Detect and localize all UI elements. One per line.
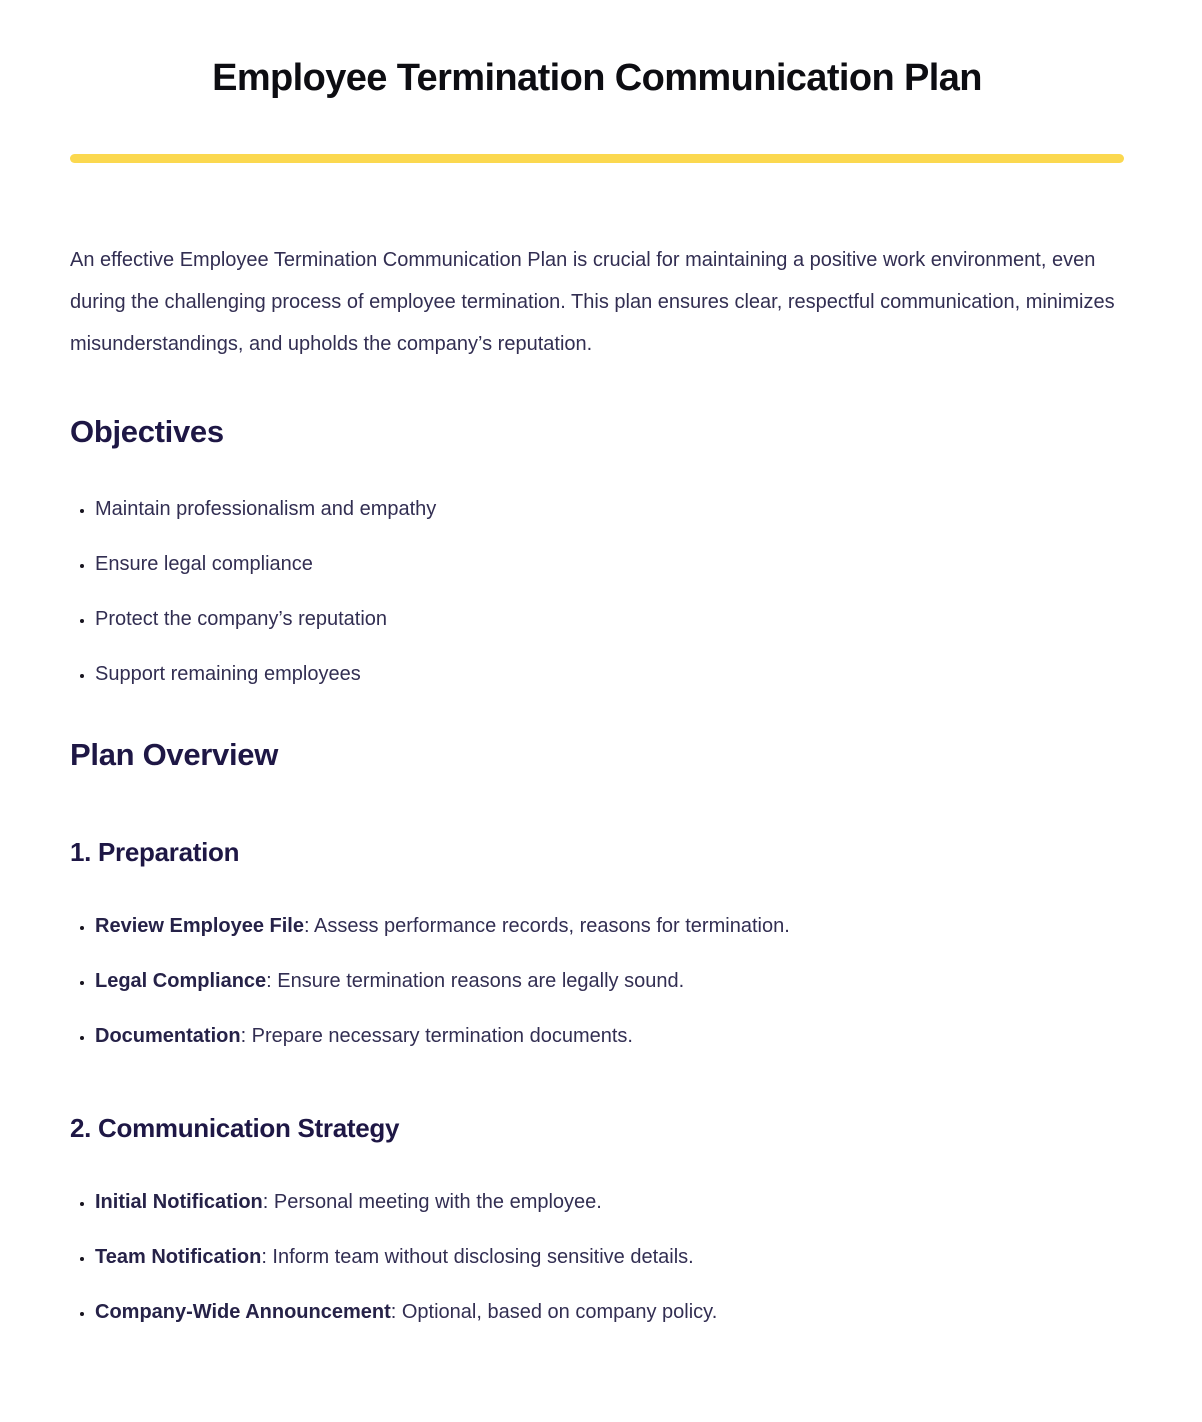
list-item: • Ensure legal compliance [95,550,1124,578]
list-item-lead: Team Notification [95,1246,262,1268]
intro-paragraph: An effective Employee Termination Communication Plan is crucial for maintaining a positive work environment, even during the challenging process of employee termination. This plan ensures clear, respectful communication, minimizes misunderstandings, and upholds the company’s reputation. [70,249,1115,355]
list-item [95,912,1124,940]
communication-strategy-list [70,1188,1124,1326]
list-item-text: : Inform team without disclosing sensitive details. [261,1246,694,1268]
list-item [95,1298,1124,1326]
list-item [95,1188,1124,1216]
list-item-lead: Review Employee File [95,915,304,937]
list-item-lead: Legal Compliance [95,970,267,992]
list-item [95,1243,1124,1271]
list-item-text: : Prepare necessary termination documents. [240,1025,633,1047]
list-item-lead: Initial Notification [95,1191,263,1213]
list-item-text: : Ensure termination reasons are legally sound. [266,970,685,992]
list-item-text: : Assess performance records, reasons for termination. [303,915,790,937]
list-item: • Protect the company’s reputation [95,605,1124,633]
list-item [95,1022,1124,1050]
list-item-lead: Documentation [95,1025,241,1047]
objectives-list [70,495,1124,688]
list-item-lead: Company-Wide Announcement [95,1301,391,1323]
list-item-text: : Optional, based on company policy. [390,1301,718,1323]
list-item [95,967,1124,995]
preparation-list [70,912,1124,1050]
page-title: Employee Termination Communication Plan [212,57,982,99]
list-item: • Maintain professionalism and empathy [95,495,1124,523]
title-divider [70,154,1124,163]
objectives-heading: Objectives [70,414,224,449]
preparation-heading: 1. Preparation [70,837,240,867]
plan-overview-heading: Plan Overview [70,737,279,772]
communication-strategy-heading: 2. Communication Strategy [70,1113,400,1143]
list-item-text: : Personal meeting with the employee. [262,1191,602,1213]
list-item: • Support remaining employees [95,660,1124,688]
